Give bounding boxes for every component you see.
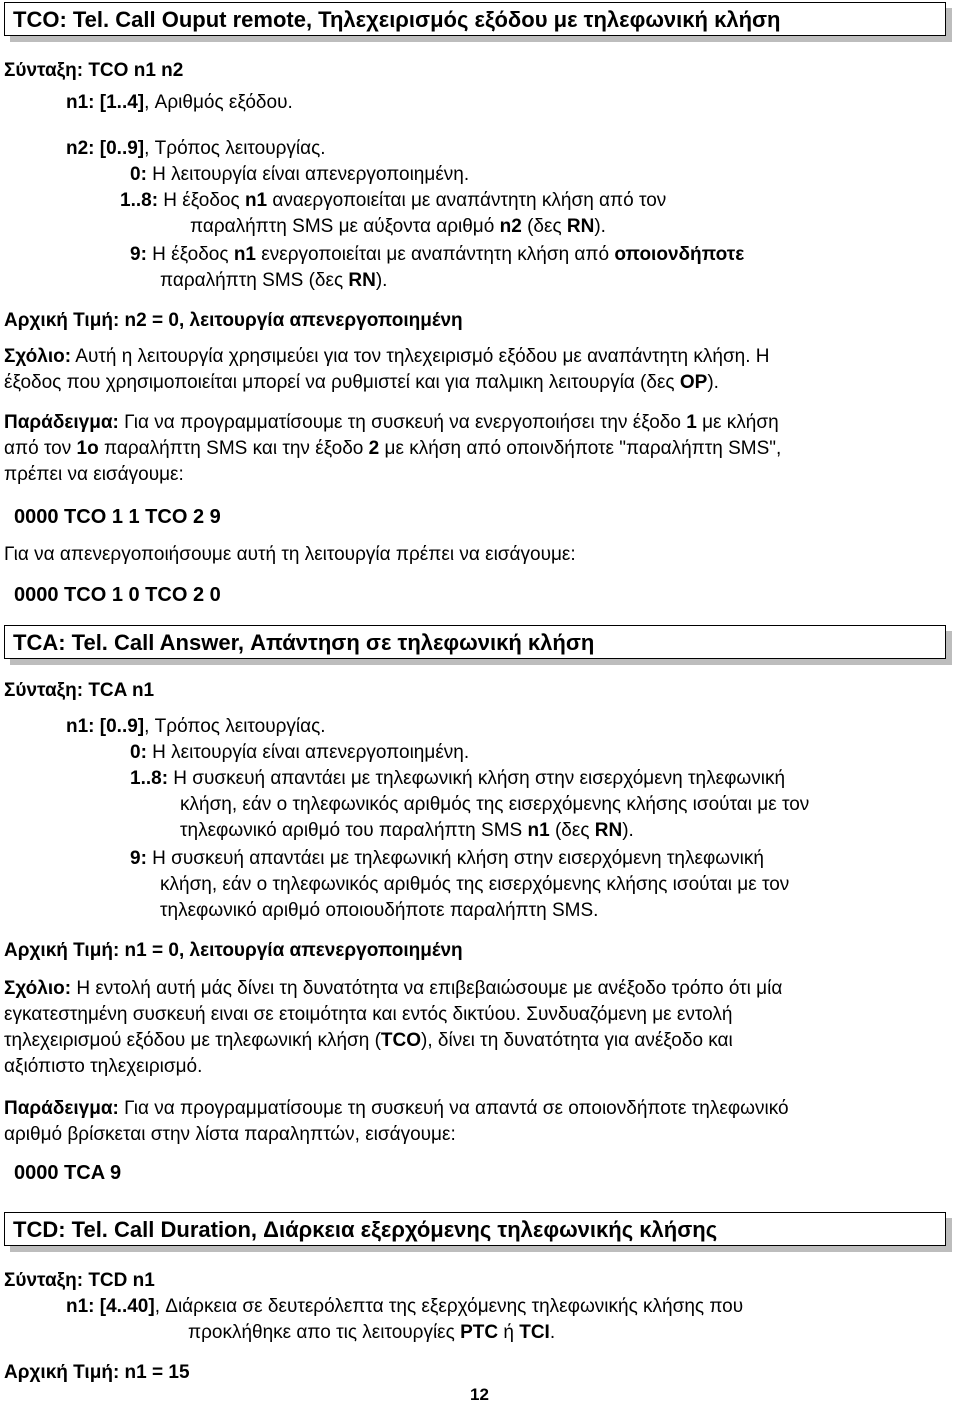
- tco-syntax: Σύνταξη: TCO n1 n2: [4, 60, 184, 81]
- tco-initial-value: Αρχική Τιμή: n2 = 0, λειτουργία απενεργοποιημένη: [4, 310, 463, 331]
- tco-example-line-4: Για να απενεργοποιήσουμε αυτή τη λειτουργία πρέπει να εισάγουμε:: [4, 544, 576, 565]
- tco-option-0: 0: Η λειτουργία είναι απενεργοποιημένη.: [130, 164, 470, 185]
- tco-option-9-cont: παραλήπτη SMS (δες RN).: [160, 270, 388, 291]
- tcd-param-n1: n1: [4..40], Διάρκεια σε δευτερόλεπτα της εξερχόμενης τηλεφωνικής κλήσης που: [66, 1296, 744, 1317]
- tco-option-1-8: 1..8: Η έξοδος n1 αναεργοποιείται με αναπάντητη κλήση από τον: [120, 190, 667, 211]
- tca-example-line-1: Παράδειγμα: Για να προγραμματίσουμε τη συσκευή να απαντά σε οποιονδήποτε τηλεφωνικό: [4, 1098, 789, 1119]
- tco-param-n1: [66, 90, 293, 116]
- tco-section-header: TCO: Tel. Call Ouput remote, Τηλεχειρισμός εξόδου με τηλεφωνική κλήση: [4, 2, 946, 36]
- tcd-section-header: TCD: Tel. Call Duration, Διάρκεια εξερχόμενης τηλεφωνικής κλήσης: [4, 1212, 946, 1246]
- tca-comment-line-3: τηλεχειρισμού εξόδου με τηλεφωνική κλήση (TCO), δίνει τη δυνατότητα για ανέξοδο και: [4, 1030, 733, 1051]
- tco-command-example-2: 0000 TCO 1 0 TCO 2 0: [14, 584, 221, 606]
- tco-param-n2: [66, 136, 326, 162]
- tca-comment-line-2: εγκατεστημένη συσκευή ειναι σε ετοιμότητα και εντός δικτύου. Συνδυαζόμενη με εντολή: [4, 1004, 733, 1025]
- tca-comment-line-4: αξιόπιστο τηλεχειρισμό.: [4, 1056, 203, 1077]
- tca-option-9-cont-2: τηλεφωνικό αριθμό οποιουδήποτε παραλήπτη SMS.: [160, 900, 599, 921]
- tca-option-9-cont-1: κλήση, εάν ο τηλεφωνικός αριθμός της εισερχόμενης κλήσης ισούται με τον: [160, 874, 790, 895]
- page-number: 12: [470, 1385, 489, 1404]
- tcd-initial-value: Αρχική Τιμή: n1 = 15: [4, 1362, 190, 1383]
- param-text: , Αριθμός εξόδου.: [144, 92, 293, 113]
- tco-example-line-3: πρέπει να εισάγουμε:: [4, 464, 184, 485]
- param-text: , Τρόπος λειτουργίας.: [144, 138, 326, 159]
- tco-option-1-8-cont: παραλήπτη SMS με αύξοντα αριθμό n2 (δες RN).: [190, 216, 606, 237]
- tco-comment-line-2: έξοδος που χρησιμοποιείται μπορεί να ρυθμιστεί και για παλμικη λειτουργία (δες OP).: [4, 372, 719, 393]
- tca-example-line-2: αριθμό βρίσκεται στην λίστα παραληπτών, εισάγουμε:: [4, 1124, 456, 1145]
- tca-section-header: TCA: Tel. Call Answer, Απάντηση σε τηλεφωνική κλήση: [4, 625, 946, 659]
- tcd-syntax: Σύνταξη: TCD n1: [4, 1270, 155, 1291]
- tco-option-9: 9: Η έξοδος n1 ενεργοποιείται με αναπάντητη κλήση από οποιονδήποτε: [130, 244, 745, 265]
- param-label: n1: [1..4]: [66, 92, 145, 113]
- tca-command-example: 0000 TCA 9: [14, 1162, 122, 1184]
- tca-initial-value: Αρχική Τιμή: n1 = 0, λειτουργία απενεργοποιημένη: [4, 940, 463, 961]
- param-label: n2: [0..9]: [66, 138, 145, 159]
- tca-option-1-8: 1..8: Η συσκευή απαντάει με τηλεφωνική κλήση στην εισερχόμενη τηλεφωνική: [130, 768, 786, 789]
- tco-command-example-1: 0000 TCO 1 1 TCO 2 9: [14, 506, 221, 528]
- tca-syntax: Σύνταξη: TCA n1: [4, 680, 155, 701]
- tca-comment-line-1: Σχόλιο: Η εντολή αυτή μάς δίνει τη δυνατότητα να επιβεβαιώσουμε με ανέξοδο τρόπο ότι μία: [4, 978, 783, 999]
- tca-option-0: 0: Η λειτουργία είναι απενεργοποιημένη.: [130, 742, 470, 763]
- tco-example-line-1: Παράδειγμα: Για να προγραμματίσουμε τη συσκευή να ενεργοποιήσει την έξοδο 1 με κλήση: [4, 412, 779, 433]
- tca-option-9: 9: Η συσκευή απαντάει με τηλεφωνική κλήση στην εισερχόμενη τηλεφωνική: [130, 848, 764, 869]
- tco-comment-line-1: Σχόλιο: Αυτή η λειτουργία χρησιμεύει για τον τηλεχειρισμό εξόδου με αναπάντητη κλήση. Η: [4, 346, 770, 367]
- tco-example-line-2: από τον 1ο παραλήπτη SMS και την έξοδο 2 με κλήση από οποινδήποτε "παραλήπτη SMS",: [4, 438, 782, 459]
- tca-option-1-8-cont-1: κλήση, εάν ο τηλεφωνικός αριθμός της εισερχόμενης κλήσης ισούται με τον: [180, 794, 810, 815]
- tca-option-1-8-cont-2: τηλεφωνικό αριθμό του παραλήπτη SMS n1 (δες RN).: [180, 820, 634, 841]
- tcd-param-n1-cont: προκλήθηκε απο τις λειτουργίες PTC ή TCI.: [188, 1322, 556, 1343]
- tca-param-n1: n1: [0..9], Τρόπος λειτουργίας.: [66, 716, 326, 737]
